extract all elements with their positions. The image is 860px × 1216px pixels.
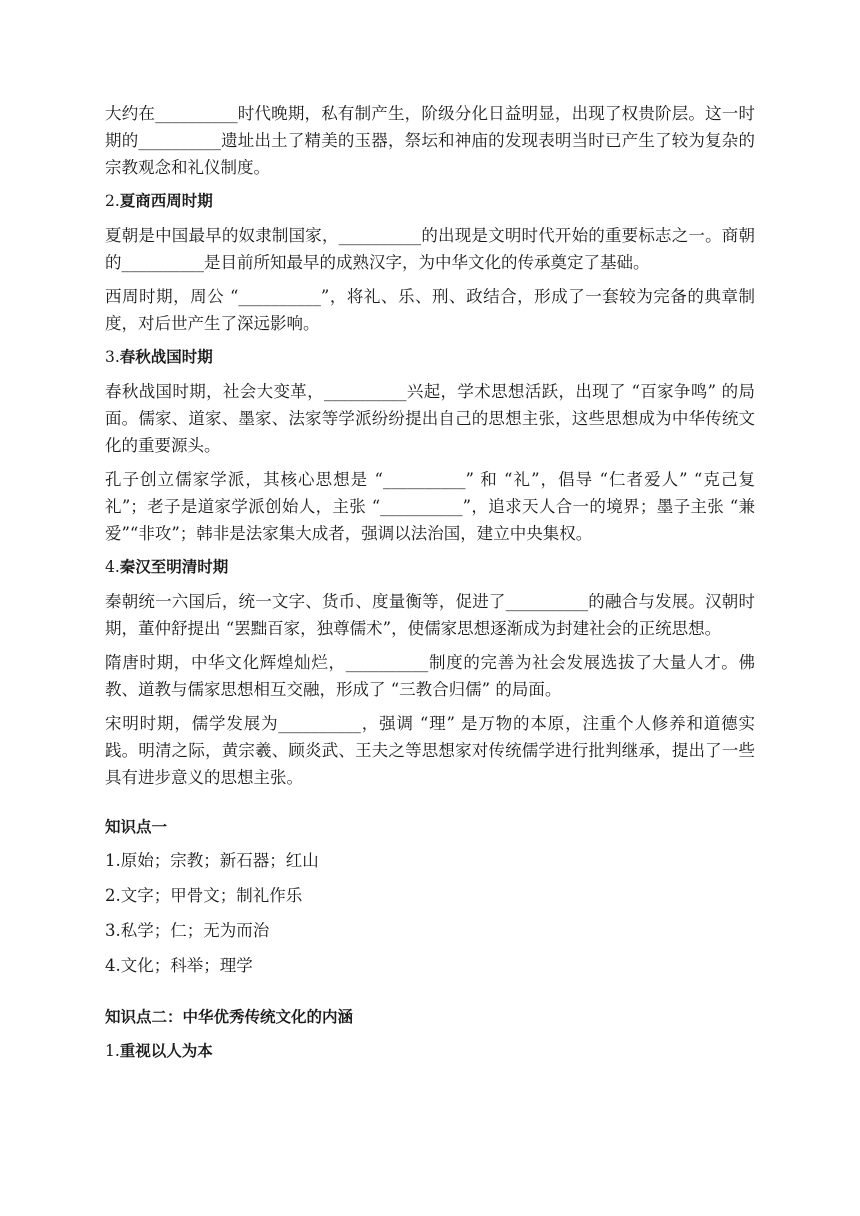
- heading-number: 1.: [105, 1042, 120, 1060]
- heading-number: 4.: [105, 558, 120, 576]
- paragraph: 夏朝是中国最早的奴隶制国家，__________的出现是文明时代开始的重要标志之一。商朝的__________是目前所知最早的成熟汉字，为中华文化的传承奠定了基础。: [105, 226, 755, 272]
- answer-item: 1.原始；宗教；新石器；红山: [105, 851, 319, 870]
- answers-title: 知识点一: [105, 818, 168, 836]
- heading-number: 3.: [105, 348, 120, 366]
- answer-item: 4.文化；科举；理学: [105, 956, 253, 975]
- paragraph: 秦朝统一六国后，统一文字、货币、度量衡等，促进了__________的融合与发展。汉朝时期，董仲舒提出 “罢黜百家，独尊儒术”，使儒家思想逐渐成为封建社会的正统思想。: [105, 592, 755, 638]
- heading-text: 重视以人为本: [119, 1042, 213, 1060]
- section2-title: 知识点二：中华优秀传统文化的内涵: [105, 1008, 354, 1026]
- section2-subheading: [105, 1038, 755, 1064]
- section-heading: [105, 188, 755, 214]
- paragraph: 宋明时期，儒学发展为__________，强调 “理” 是万物的本原，注重个人修养和道德实践。明清之际，黄宗羲、顾炎武、王夫之等思想家对传统儒学进行批判继承，提出了一些具有进步意义的思想主张。: [105, 714, 755, 787]
- paragraph: 隋唐时期，中华文化辉煌灿烂，__________制度的完善为社会发展选拔了大量人才。佛教、道教与儒家思想相互交融，形成了 “三教合归儒” 的局面。: [105, 653, 755, 699]
- paragraph: 春秋战国时期，社会大变革，__________兴起，学术思想活跃，出现了 “百家争鸣” 的局面。儒家、道家、墨家、法家等学派纷纷提出自己的思想主张，这些思想成为中华传统文化的重要源头。: [105, 382, 755, 455]
- section-heading: [105, 344, 755, 370]
- heading-number: 2.: [105, 192, 120, 210]
- spacer: [105, 988, 755, 1002]
- heading-text: 夏商西周时期: [119, 192, 213, 210]
- spacer: [105, 798, 755, 812]
- answer-item: 2.文字；甲骨文；制礼作乐: [105, 886, 303, 905]
- answer-item: 3.私学；仁；无为而治: [105, 921, 270, 940]
- paragraph: 孔子创立儒家学派，其核心思想是 “__________” 和 “礼”，倡导 “仁者爱人” “克己复礼”；老子是道家学派创始人，主张 “__________”，追求天人合一的境界；墨子主张 “兼爱”“非攻”；韩非是法家集大成者，强调以法治国，建立中央集权。: [105, 470, 755, 543]
- paragraph: 大约在__________时代晚期，私有制产生，阶级分化日益明显，出现了权贵阶层。这一时期的__________遗址出土了精美的玉器，祭坛和神庙的发现表明当时已产生了较为复杂的宗教观念和礼仪制度。: [105, 104, 755, 177]
- document-page: [105, 100, 755, 1072]
- paragraph: 西周时期，周公 “__________”，将礼、乐、刑、政结合，形成了一套较为完备的典章制度，对后世产生了深远影响。: [105, 287, 755, 333]
- heading-text: 秦汉至明清时期: [119, 558, 229, 576]
- section-heading: [105, 554, 755, 580]
- heading-text: 春秋战国时期: [119, 348, 213, 366]
